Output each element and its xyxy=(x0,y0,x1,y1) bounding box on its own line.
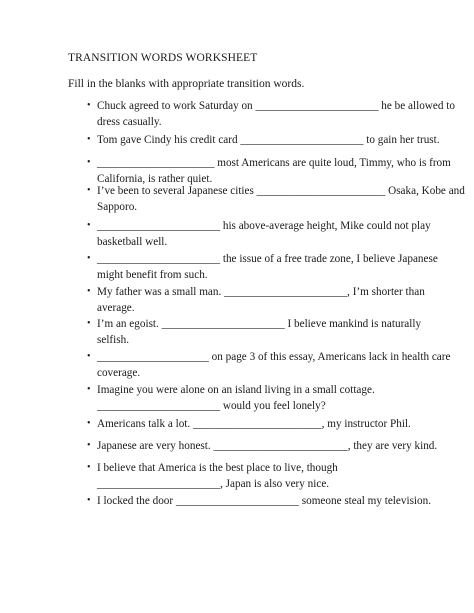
exercise-text-line-2: basketball well. xyxy=(97,236,168,248)
exercise-text-line-1: I locked the door ______________________ someone steal my television. xyxy=(97,495,432,507)
bullet-icon: • xyxy=(87,495,91,506)
exercise-text-line-1: ______________________ his above-average height, Mike could not play xyxy=(97,220,431,232)
exercise-text-line-2: Sapporo. xyxy=(97,201,138,213)
exercise-text-line-1: My father was a small man. ______________________, I’m shorter than xyxy=(97,286,425,298)
exercise-text-line-1: Japanese are very honest. ________________________, they are very kind. xyxy=(97,440,438,452)
exercise-text-line-1: Imagine you were alone on an island living in a small cottage. xyxy=(97,384,375,396)
exercise-text-line-2: might benefit from such. xyxy=(97,269,208,281)
bullet-icon: • xyxy=(87,185,91,196)
exercise-text-line-1: ____________________ on page 3 of this essay, Americans lack in health care xyxy=(97,351,451,363)
bullet-icon: • xyxy=(87,440,91,451)
bullet-icon: • xyxy=(87,134,91,145)
bullet-icon: • xyxy=(87,253,91,264)
exercise-text-line-2: average. xyxy=(97,302,135,314)
exercise-text-line-1: Americans talk a lot. _______________________, my instructor Phil. xyxy=(97,418,411,430)
bullet-icon: • xyxy=(87,318,91,329)
worksheet-instructions: Fill in the blanks with appropriate transition words. xyxy=(68,78,305,90)
exercise-text-line-1: I’m an egoist. ______________________ I believe mankind is naturally xyxy=(97,318,422,330)
exercise-text-line-1: _____________________ most Americans are quite loud, Timmy, who is from xyxy=(97,157,451,169)
bullet-icon: • xyxy=(87,418,91,429)
exercise-text-line-2: ______________________, Japan is also very nice. xyxy=(97,478,330,490)
exercise-text-line-2: California, is rather quiet. xyxy=(97,173,213,185)
bullet-icon: • xyxy=(87,462,91,473)
bullet-icon: • xyxy=(87,220,91,231)
worksheet-title: TRANSITION WORDS WORKSHEET xyxy=(68,52,258,64)
exercise-text-line-1: Tom gave Cindy his credit card ______________________ to gain her trust. xyxy=(97,134,440,146)
bullet-icon: • xyxy=(87,157,91,168)
exercise-text-line-2: selfish. xyxy=(97,334,130,346)
exercise-text-line-1: ______________________ the issue of a free trade zone, I believe Japanese xyxy=(97,253,438,265)
bullet-icon: • xyxy=(87,351,91,362)
bullet-icon: • xyxy=(87,100,91,111)
exercise-text-line-2: dress casually. xyxy=(97,116,162,128)
exercise-text-line-1: Chuck agreed to work Saturday on ______________________ he be allowed to xyxy=(97,100,455,112)
exercise-text-line-1: I’ve been to several Japanese cities _______________________ Osaka, Kobe and xyxy=(97,185,465,197)
bullet-icon: • xyxy=(87,286,91,297)
bullet-icon: • xyxy=(87,384,91,395)
exercise-text-line-2: coverage. xyxy=(97,367,141,379)
exercise-text-line-2: ______________________ would you feel lonely? xyxy=(97,400,326,412)
exercise-text-line-1: I believe that America is the best place to live, though xyxy=(97,462,338,474)
